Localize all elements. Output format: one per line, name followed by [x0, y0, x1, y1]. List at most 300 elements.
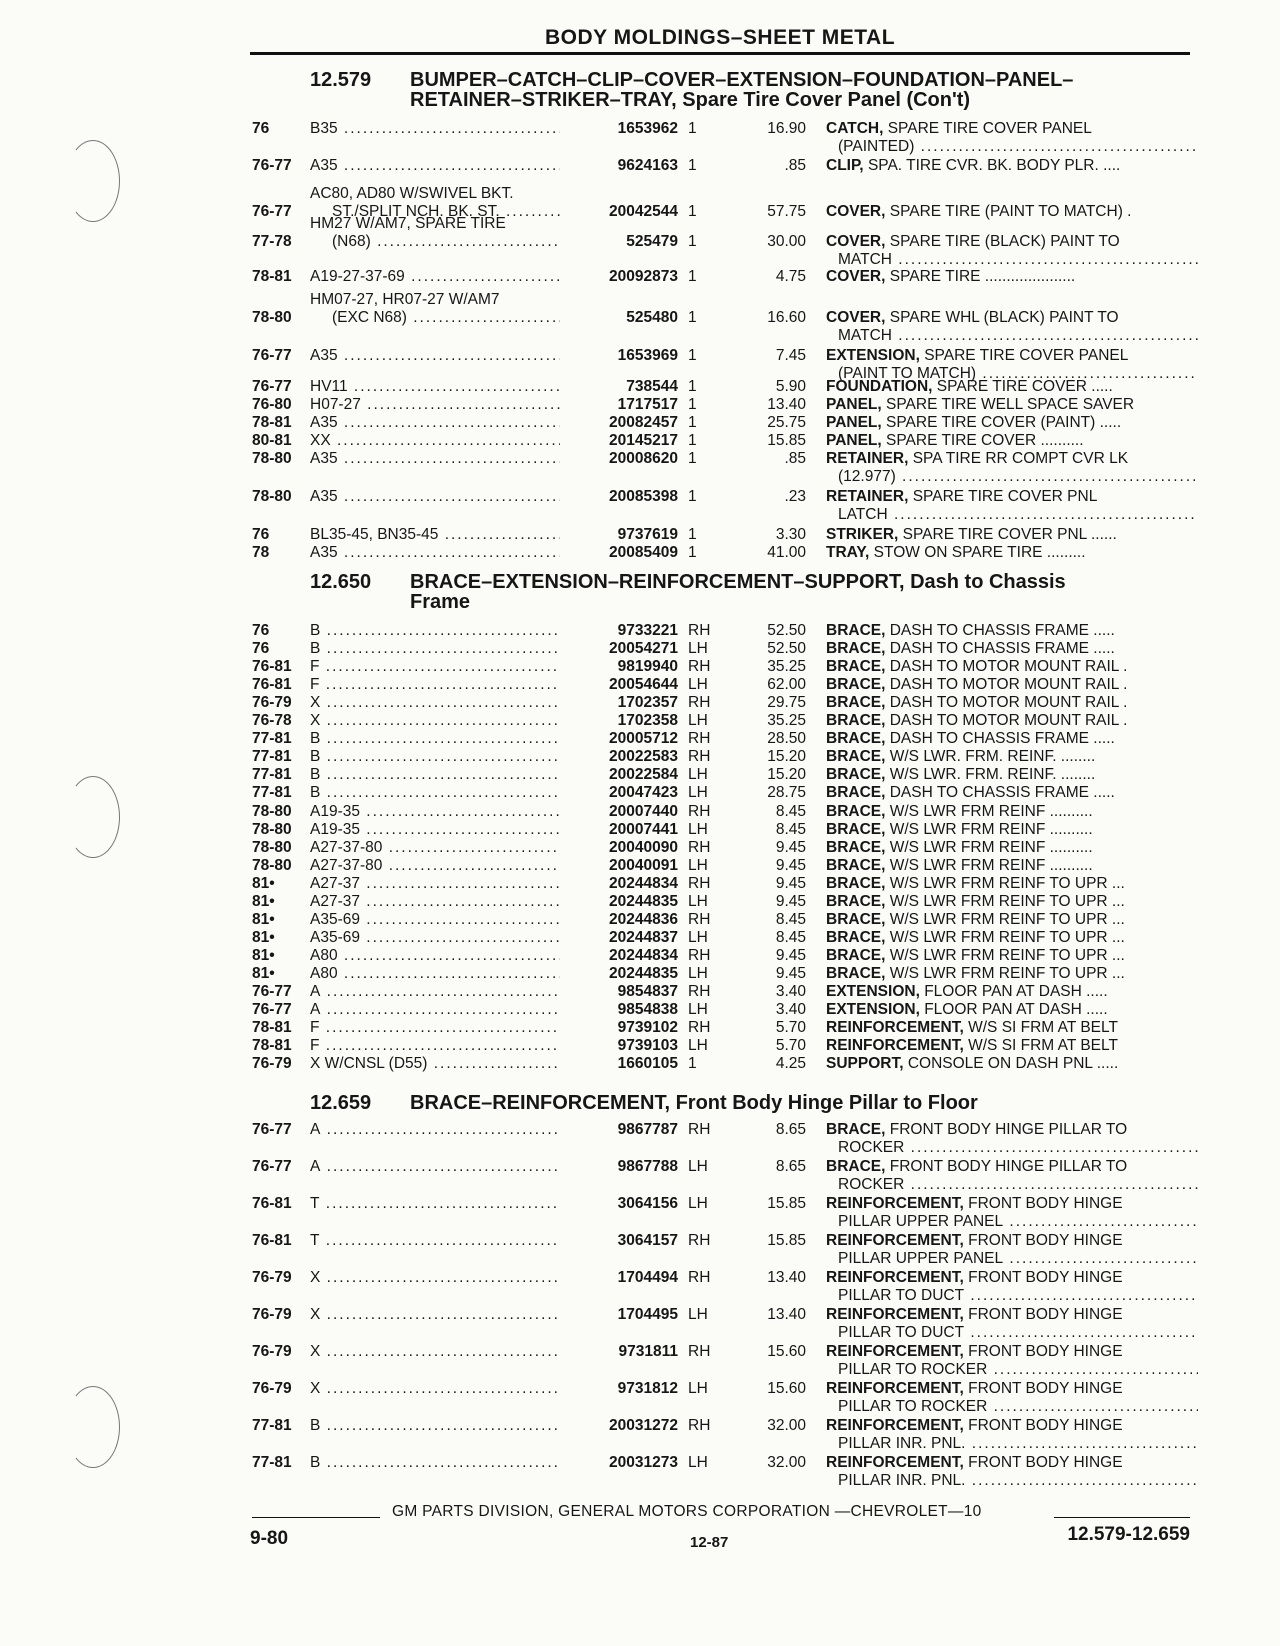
model-application: B .....	[310, 1417, 560, 1435]
model-years: 78-80	[252, 309, 292, 326]
model-years: 76-77	[252, 983, 292, 1000]
description-continued: (PAINTED) .....	[838, 138, 1198, 156]
part-name: COVER,	[826, 309, 886, 326]
model-years: 77-81	[252, 730, 292, 747]
part-number: 9624163	[617, 157, 678, 174]
part-number: 20042544	[609, 203, 678, 220]
price: 28.75	[767, 784, 806, 801]
quantity-or-side: LH	[688, 766, 708, 783]
model-years: 78-80	[252, 803, 292, 820]
part-number: 738544	[626, 378, 678, 395]
footer-page-number: 12-87	[690, 1534, 729, 1551]
part-name: BRACE,	[826, 748, 886, 765]
model-years: 76-79	[252, 1306, 292, 1323]
part-number: 9731812	[617, 1380, 678, 1397]
description: BRACE, DASH TO CHASSIS FRAME .....	[826, 622, 1115, 639]
quantity-or-side: 1	[688, 432, 697, 449]
description-continued: MATCH .....	[838, 327, 1198, 345]
quantity-or-side: 1	[688, 120, 697, 137]
part-number: 20244837	[609, 929, 678, 946]
model-years: 81•	[252, 929, 275, 946]
model-application: ST./SPLIT NCH. BK. ST. .....	[332, 203, 560, 221]
part-name: BRACE,	[826, 694, 886, 711]
part-name: BRACE,	[826, 622, 886, 639]
part-name: REINFORCEMENT,	[826, 1037, 964, 1054]
quantity-or-side: 1	[688, 233, 697, 250]
model-application: X .....	[310, 1380, 560, 1398]
model-years: 78-81	[252, 414, 292, 431]
description: COVER, SPARE WHL (BLACK) PAINT TO	[826, 309, 1119, 326]
description: BRACE, DASH TO MOTOR MOUNT RAIL .	[826, 658, 1128, 675]
part-number: 9867787	[617, 1121, 678, 1138]
part-number: 20054644	[609, 676, 678, 693]
part-number: 525479	[626, 233, 678, 250]
quantity-or-side: LH	[688, 640, 708, 657]
part-number: 20082457	[609, 414, 678, 431]
part-name: REINFORCEMENT,	[826, 1306, 964, 1323]
price: 62.00	[767, 676, 806, 693]
model-application: B .....	[310, 622, 560, 640]
price: 9.45	[775, 893, 806, 910]
model-years: 78-80	[252, 450, 292, 467]
part-name: RETAINER,	[826, 450, 909, 467]
description: BRACE, DASH TO MOTOR MOUNT RAIL .	[826, 712, 1128, 729]
model-years: 76	[252, 622, 270, 639]
description: PANEL, SPARE TIRE COVER ..........	[826, 432, 1084, 449]
description: BRACE, W/S LWR FRM REINF TO UPR ...	[826, 893, 1125, 910]
model-application: X W/CNSL (D55) .....	[310, 1055, 560, 1073]
model-application: X .....	[310, 1269, 560, 1287]
part-name: BRACE,	[826, 893, 886, 910]
model-application: A35-69 .....	[310, 911, 560, 929]
model-application: A35 .....	[310, 414, 560, 432]
part-name: BRACE,	[826, 857, 886, 874]
quantity-or-side: 1	[688, 1055, 697, 1072]
punch-hole	[66, 1386, 120, 1468]
part-number: 20007441	[609, 821, 678, 838]
model-application: A .....	[310, 1158, 560, 1176]
model-years: 76-79	[252, 1343, 292, 1360]
description: STRIKER, SPARE TIRE COVER PNL ......	[826, 526, 1117, 543]
model-application: A27-37-80 .....	[310, 839, 560, 857]
model-years: 81•	[252, 911, 275, 928]
part-name: BRACE,	[826, 784, 886, 801]
model-years: 76-79	[252, 694, 292, 711]
description: EXTENSION, SPARE TIRE COVER PANEL	[826, 347, 1129, 364]
description: SUPPORT, CONSOLE ON DASH PNL .....	[826, 1055, 1119, 1072]
description-continued: PILLAR INR. PNL. .....	[838, 1472, 1198, 1490]
price: 52.50	[767, 622, 806, 639]
quantity-or-side: RH	[688, 730, 711, 747]
price: .85	[784, 450, 806, 467]
part-number: 9731811	[618, 1343, 678, 1360]
model-years: 78-80	[252, 839, 292, 856]
part-name: TRAY,	[826, 544, 870, 561]
price: 9.45	[775, 875, 806, 892]
description: FOUNDATION, SPARE TIRE COVER .....	[826, 378, 1113, 395]
quantity-or-side: RH	[688, 839, 711, 856]
part-name: REINFORCEMENT,	[826, 1454, 964, 1471]
footer-rule	[252, 1517, 380, 1518]
price: 9.45	[775, 947, 806, 964]
price: 5.70	[775, 1037, 806, 1054]
part-name: EXTENSION,	[826, 1001, 920, 1018]
model-years: 76-80	[252, 396, 292, 413]
model-years: 81•	[252, 965, 275, 982]
part-number: 20244834	[609, 947, 678, 964]
part-number: 1653962	[617, 120, 678, 137]
quantity-or-side: RH	[688, 622, 711, 639]
part-number: 20005712	[609, 730, 678, 747]
model-years: 76-81	[252, 1195, 292, 1212]
model-years: 77-81	[252, 748, 292, 765]
description: BRACE, W/S LWR. FRM. REINF. ........	[826, 748, 1096, 765]
part-name: COVER,	[826, 268, 886, 285]
model-application: B .....	[310, 730, 560, 748]
model-application: A .....	[310, 1121, 560, 1139]
part-name: BRACE,	[826, 676, 886, 693]
description: REINFORCEMENT, FRONT BODY HINGE	[826, 1454, 1123, 1471]
price: 5.90	[775, 378, 806, 395]
part-name: REINFORCEMENT,	[826, 1269, 964, 1286]
quantity-or-side: LH	[688, 676, 708, 693]
quantity-or-side: LH	[688, 1001, 708, 1018]
model-application: A35 .....	[310, 157, 560, 175]
part-name: REINFORCEMENT,	[826, 1232, 964, 1249]
section-number: 12.579	[310, 69, 372, 91]
price: 13.40	[767, 1306, 806, 1323]
model-years: 80-81	[252, 432, 292, 449]
part-number: 3064157	[617, 1232, 678, 1249]
price: 8.65	[775, 1121, 806, 1138]
model-years: 77-81	[252, 784, 292, 801]
part-name: REINFORCEMENT,	[826, 1195, 964, 1212]
description-continued: PILLAR INR. PNL. .....	[838, 1435, 1198, 1453]
quantity-or-side: RH	[688, 1019, 711, 1036]
model-years: 78-81	[252, 1019, 292, 1036]
price: 8.45	[775, 821, 806, 838]
part-name: BRACE,	[826, 911, 886, 928]
model-application: B .....	[310, 1454, 560, 1472]
part-name: BRACE,	[826, 965, 886, 982]
model-application: F .....	[310, 1037, 560, 1055]
part-name: REINFORCEMENT,	[826, 1019, 964, 1036]
model-application: (EXC N68) .....	[332, 309, 560, 327]
part-number: 9739103	[617, 1037, 678, 1054]
description: PANEL, SPARE TIRE WELL SPACE SAVER	[826, 396, 1135, 413]
description: COVER, SPARE TIRE (BLACK) PAINT TO	[826, 233, 1120, 250]
quantity-or-side: LH	[688, 1306, 708, 1323]
part-number: 1702357	[617, 694, 678, 711]
price: 32.00	[767, 1454, 806, 1471]
part-number: 9737619	[617, 526, 678, 543]
part-number: 9733221	[617, 622, 678, 639]
price: 4.25	[775, 1055, 806, 1072]
part-name: BRACE,	[826, 640, 886, 657]
quantity-or-side: LH	[688, 712, 708, 729]
part-number: 1653969	[617, 347, 678, 364]
model-years: 78-80	[252, 857, 292, 874]
part-name: BRACE,	[826, 839, 886, 856]
quantity-or-side: 1	[688, 203, 697, 220]
part-number: 20008620	[609, 450, 678, 467]
model-years: 81•	[252, 947, 275, 964]
description: CLIP, SPA. TIRE CVR. BK. BODY PLR. ....	[826, 157, 1121, 174]
description-continued: (PAINT TO MATCH) .....	[838, 365, 1198, 383]
part-number: 1702358	[617, 712, 678, 729]
price: 41.00	[767, 544, 806, 561]
section-heading: BRACE–REINFORCEMENT, Front Body Hinge Pillar to Floor	[410, 1092, 978, 1114]
model-application: A19-27-37-69 .....	[310, 268, 560, 286]
model-application: T .....	[310, 1195, 560, 1213]
part-name: PANEL,	[826, 414, 882, 431]
description: REINFORCEMENT, FRONT BODY HINGE	[826, 1417, 1123, 1434]
price: 15.20	[767, 766, 806, 783]
footer-group-range: 12.579-12.659	[1067, 1524, 1190, 1545]
description-continued: ROCKER .....	[838, 1139, 1198, 1157]
quantity-or-side: LH	[688, 965, 708, 982]
quantity-or-side: RH	[688, 694, 711, 711]
model-application: F .....	[310, 658, 560, 676]
part-number: 20145217	[609, 432, 678, 449]
model-years: 78-80	[252, 821, 292, 838]
model-application: A27-37 .....	[310, 893, 560, 911]
price: 35.25	[767, 658, 806, 675]
part-number: 20054271	[609, 640, 678, 657]
quantity-or-side: RH	[688, 875, 711, 892]
part-name: COVER,	[826, 203, 886, 220]
price: 8.45	[775, 929, 806, 946]
description: BRACE, W/S LWR. FRM. REINF. ........	[826, 766, 1096, 783]
model-application: X .....	[310, 694, 560, 712]
part-number: 20007440	[609, 803, 678, 820]
model-application: F .....	[310, 1019, 560, 1037]
model-application: X .....	[310, 1306, 560, 1324]
model-years: 76-77	[252, 203, 292, 220]
price: 16.90	[767, 120, 806, 137]
description: BRACE, DASH TO CHASSIS FRAME .....	[826, 640, 1115, 657]
model-application: A35 .....	[310, 450, 560, 468]
quantity-or-side: RH	[688, 911, 711, 928]
model-years: 76-81	[252, 676, 292, 693]
part-name: PANEL,	[826, 432, 882, 449]
model-application: XX .....	[310, 432, 560, 450]
description: REINFORCEMENT, W/S SI FRM AT BELT	[826, 1019, 1118, 1036]
description: PANEL, SPARE TIRE COVER (PAINT) .....	[826, 414, 1122, 431]
model-years: 76-77	[252, 1121, 292, 1138]
description: BRACE, DASH TO MOTOR MOUNT RAIL .	[826, 676, 1128, 693]
model-application: B .....	[310, 640, 560, 658]
part-number: 1717517	[617, 396, 678, 413]
part-number: 9854838	[617, 1001, 678, 1018]
model-years: 77-81	[252, 1454, 292, 1471]
part-name: BRACE,	[826, 1121, 886, 1138]
price: 57.75	[767, 203, 806, 220]
quantity-or-side: 1	[688, 488, 697, 505]
quantity-or-side: RH	[688, 748, 711, 765]
model-application: T .....	[310, 1232, 560, 1250]
model-years: 81•	[252, 893, 275, 910]
header-rule	[250, 52, 1190, 55]
description-continued: MATCH .....	[838, 251, 1198, 269]
price: 13.40	[767, 396, 806, 413]
section-heading: BUMPER–CATCH–CLIP–COVER–EXTENSION–FOUNDATION–PANEL– RETAINER–STRIKER–TRAY, Spare Tire Cover Panel (Con't)	[410, 69, 1074, 111]
price: 7.45	[775, 347, 806, 364]
punch-hole	[66, 140, 120, 222]
part-name: BRACE,	[826, 803, 886, 820]
description: COVER, SPARE TIRE .....................	[826, 268, 1076, 285]
part-name: COVER,	[826, 233, 886, 250]
price: 16.60	[767, 309, 806, 326]
part-name: RETAINER,	[826, 488, 909, 505]
model-years: 76-81	[252, 1232, 292, 1249]
part-name: REINFORCEMENT,	[826, 1417, 964, 1434]
part-number: 20031272	[609, 1417, 678, 1434]
description: REINFORCEMENT, FRONT BODY HINGE	[826, 1269, 1123, 1286]
model-application: A .....	[310, 1001, 560, 1019]
description: BRACE, FRONT BODY HINGE PILLAR TO	[826, 1158, 1128, 1175]
description: REINFORCEMENT, FRONT BODY HINGE	[826, 1380, 1123, 1397]
quantity-or-side: RH	[688, 1343, 711, 1360]
part-number: 20244835	[609, 965, 678, 982]
description: BRACE, DASH TO MOTOR MOUNT RAIL .	[826, 694, 1128, 711]
part-name: STRIKER,	[826, 526, 899, 543]
description: CATCH, SPARE TIRE COVER PANEL	[826, 120, 1092, 137]
part-name: BRACE,	[826, 1158, 886, 1175]
price: 15.85	[767, 1195, 806, 1212]
model-years: 78-81	[252, 1037, 292, 1054]
description-continued: PILLAR TO ROCKER .....	[838, 1398, 1198, 1416]
section-number: 12.650	[310, 571, 372, 593]
model-application: B35 .....	[310, 120, 560, 138]
model-application: F .....	[310, 676, 560, 694]
model-application-line1: AC80, AD80 W/SWIVEL BKT.	[310, 185, 514, 202]
description: REINFORCEMENT, FRONT BODY HINGE	[826, 1343, 1123, 1360]
part-number: 9739102	[617, 1019, 678, 1036]
model-application: B .....	[310, 766, 560, 784]
price: 25.75	[767, 414, 806, 431]
model-application: A80 .....	[310, 947, 560, 965]
part-number: 20244836	[609, 911, 678, 928]
model-years: 76-77	[252, 1158, 292, 1175]
quantity-or-side: 1	[688, 414, 697, 431]
quantity-or-side: 1	[688, 526, 697, 543]
price: 30.00	[767, 233, 806, 250]
model-application: A27-37 .....	[310, 875, 560, 893]
part-name: REINFORCEMENT,	[826, 1380, 964, 1397]
part-name: BRACE,	[826, 875, 886, 892]
quantity-or-side: RH	[688, 983, 711, 1000]
price: 9.45	[775, 839, 806, 856]
quantity-or-side: LH	[688, 929, 708, 946]
part-number: 9867788	[617, 1158, 678, 1175]
price: 13.40	[767, 1269, 806, 1286]
model-application: BL35-45, BN35-45 .....	[310, 526, 560, 544]
model-application: A35 .....	[310, 488, 560, 506]
description-continued: PILLAR UPPER PANEL .....	[838, 1213, 1198, 1231]
part-number: 20022583	[609, 748, 678, 765]
model-application: HV11 .....	[310, 378, 560, 396]
description: BRACE, DASH TO CHASSIS FRAME .....	[826, 730, 1115, 747]
description: BRACE, W/S LWR FRM REINF ..........	[826, 839, 1093, 856]
price: 5.70	[775, 1019, 806, 1036]
price: 15.20	[767, 748, 806, 765]
price: 32.00	[767, 1417, 806, 1434]
price: 9.45	[775, 965, 806, 982]
quantity-or-side: RH	[688, 1121, 711, 1138]
model-years: 76-77	[252, 157, 292, 174]
model-years: 76-77	[252, 378, 292, 395]
part-number: 20047423	[609, 784, 678, 801]
model-application: A35 .....	[310, 544, 560, 562]
quantity-or-side: 1	[688, 544, 697, 561]
model-years: 76-77	[252, 347, 292, 364]
part-number: 20040091	[609, 857, 678, 874]
price: 8.45	[775, 803, 806, 820]
price: 15.85	[767, 432, 806, 449]
model-years: 76-79	[252, 1269, 292, 1286]
part-name: SUPPORT,	[826, 1055, 904, 1072]
quantity-or-side: 1	[688, 347, 697, 364]
part-number: 20085398	[609, 488, 678, 505]
price: 9.45	[775, 857, 806, 874]
quantity-or-side: LH	[688, 857, 708, 874]
model-application: B .....	[310, 784, 560, 802]
part-name: BRACE,	[826, 821, 886, 838]
quantity-or-side: RH	[688, 1232, 711, 1249]
part-number: 9819940	[617, 658, 678, 675]
part-name: BRACE,	[826, 766, 886, 783]
model-application: A35-69 .....	[310, 929, 560, 947]
model-years: 76-78	[252, 712, 292, 729]
quantity-or-side: RH	[688, 658, 711, 675]
description-continued: ROCKER .....	[838, 1176, 1198, 1194]
part-number: 1704495	[617, 1306, 678, 1323]
section-number: 12.659	[310, 1092, 372, 1114]
price: 52.50	[767, 640, 806, 657]
model-application: A19-35 .....	[310, 821, 560, 839]
part-number: 3064156	[617, 1195, 678, 1212]
part-name: BRACE,	[826, 947, 886, 964]
price: 4.75	[775, 268, 806, 285]
description: BRACE, W/S LWR FRM REINF TO UPR ...	[826, 947, 1125, 964]
quantity-or-side: LH	[688, 821, 708, 838]
model-application: A80 .....	[310, 965, 560, 983]
quantity-or-side: 1	[688, 378, 697, 395]
model-application-line1: HM07-27, HR07-27 W/AM7	[310, 291, 500, 308]
price: 15.60	[767, 1343, 806, 1360]
price: 29.75	[767, 694, 806, 711]
description: BRACE, W/S LWR FRM REINF ..........	[826, 803, 1093, 820]
model-application: B .....	[310, 748, 560, 766]
model-application: (N68) .....	[332, 233, 560, 251]
model-application: A27-37-80 .....	[310, 857, 560, 875]
model-years: 78-81	[252, 268, 292, 285]
part-number: 20040090	[609, 839, 678, 856]
quantity-or-side: LH	[688, 1195, 708, 1212]
part-name: EXTENSION,	[826, 983, 920, 1000]
quantity-or-side: LH	[688, 1454, 708, 1471]
description-continued: LATCH .....	[838, 506, 1198, 524]
description: BRACE, W/S LWR FRM REINF ..........	[826, 857, 1093, 874]
description: BRACE, W/S LWR FRM REINF TO UPR ...	[826, 911, 1125, 928]
model-years: 76-79	[252, 1055, 292, 1072]
footer-date: 9-80	[250, 1528, 289, 1549]
page-header: BODY MOLDINGS–SHEET METAL	[544, 26, 896, 49]
description: BRACE, DASH TO CHASSIS FRAME .....	[826, 784, 1115, 801]
price: 15.85	[767, 1232, 806, 1249]
description-continued: PILLAR TO ROCKER .....	[838, 1361, 1198, 1379]
